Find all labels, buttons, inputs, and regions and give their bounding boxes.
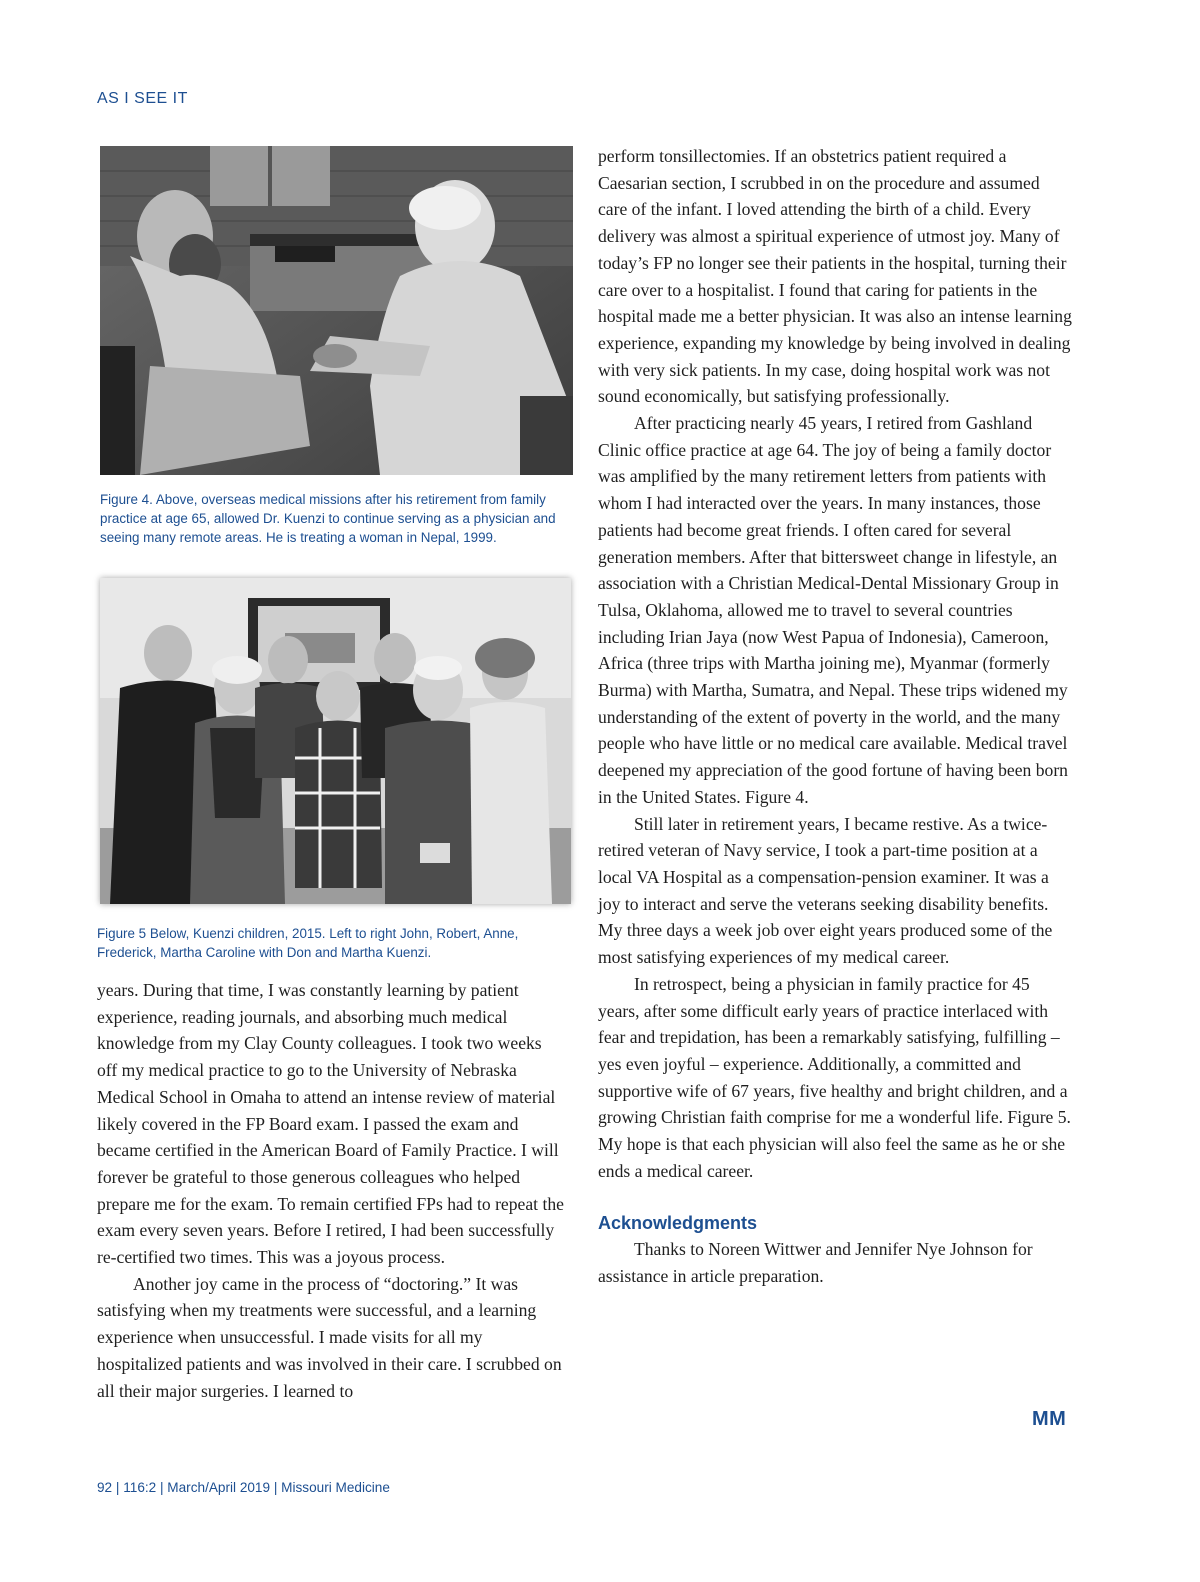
acknowledgments-heading: Acknowledgments <box>598 1213 758 1234</box>
figure-5-caption: Figure 5 Below, Kuenzi children, 2015. Left to right John, Robert, Anne, Frederick, Martha Caroline with Don and Martha Kuenzi. <box>97 926 519 960</box>
body-paragraph: Another joy came in the process of “doctoring.” It was satisfying when my treatments were successful, and a learning experience when unsuccessful. I made visits for all my hospitalized patients and was involved in their care. I scrubbed on all their major surgeries. I learned to <box>97 1273 562 1401</box>
body-paragraph: After practicing nearly 45 years, I retired from Gashland Clinic office practice at age 64. The joy of being a family doctor was amplified by the many retirement letters from patients with whom I had interacted over the years. In many instances, those patients had become great friends. I often cared for several generation members. After that bittersweet change in lifestyle, an association with a Christian Medical-Dental Missionary Group in Tulsa, Oklahoma, allowed me to travel to several countries including Irian Jaya (now West Papua of Indonesia), Cameroon, Africa (three trips with Martha joining me), Myanmar (formerly Burma) with Martha, Sumatra, and Nepal. These trips widened my understanding of the extent of poverty in the world, and the many people who have little or no medical care available. Medical travel deepened my appreciation of the good fortune of having been born in the United States. Figure 4. <box>598 413 1068 807</box>
body-paragraph: perform tonsillectomies. If an obstetrics patient required a Caesarian section, I scrubbed in on the procedure and assumed care of the infant. I loved attending the birth of a child. Every delivery was almost a spiritual experience of utmost joy. Many of today’s FP no longer see their patients in the hospital, turning their care over to a hospitalist. I found that caring for patients in the hospital made me a better physician. It was also an intense learning experience, expanding my knowledge by being involved in dealing with very sick patients. In my case, doing hospital work was not sound economically, but satisfying professionally. <box>598 146 1072 407</box>
missouri-medicine-logo: MM <box>1032 1408 1067 1430</box>
body-column-left <box>97 977 565 1404</box>
body-paragraph: In retrospect, being a physician in family practice for 45 years, after some difficult early years of practice interlaced with fear and trepidation, has been a remarkably satisfying, fulfilling – yes even joyful – experience. Additionally, a committed and supportive wife of 67 years, five healthy and bright children, and a growing Christian faith comprise for me a wonderful life. Figure 5. My hope is that each physician will also feel the same as he or she ends a medical career. <box>598 973 1071 1181</box>
acknowledgments-text: Thanks to Noreen Wittwer and Jennifer Nye Johnson for assistance in article preparation. <box>598 1239 1033 1287</box>
figure-5-photo <box>100 578 571 904</box>
figure-4-caption: Figure 4. Above, overseas medical missions after his retirement from family practice at age 65, allowed Dr. Kuenzi to continue serving as a physician and seeing many remote areas. He is treating a woman in Nepal, 1999. <box>100 492 556 545</box>
section-label: AS I SEE IT <box>97 90 188 107</box>
body-column-right <box>598 143 1072 1290</box>
figure-4-photo <box>100 146 573 475</box>
body-paragraph: years. During that time, I was constantly learning by patient experience, reading journals, and absorbing much medical knowledge from my Clay County colleagues. I took two weeks off my medical practice to go to the University of Nebraska Medical School in Omaha to attend an intense review of material likely covered in the FP Board exam. I passed the exam and became certified in the American Board of Family Practice. I will forever be grateful to those generous colleagues who helped prepare me for the exam. To remain certified FPs had to repeat the exam every seven years. Before I retired, I had been successfully re-certified two times. This was a joyous process. <box>97 980 564 1268</box>
page-footer: 92 | 116:2 | March/April 2019 | Missouri Medicine <box>97 1480 390 1495</box>
body-paragraph: Still later in retirement years, I became restive. As a twice-retired veteran of Navy service, I took a part-time position at a local VA Hospital as a compensation-pension examiner. It was a joy to interact and serve the veterans seeking disability benefits. My three days a week job over eight years produced some of the most satisfying experiences of my medical career. <box>598 813 1053 968</box>
